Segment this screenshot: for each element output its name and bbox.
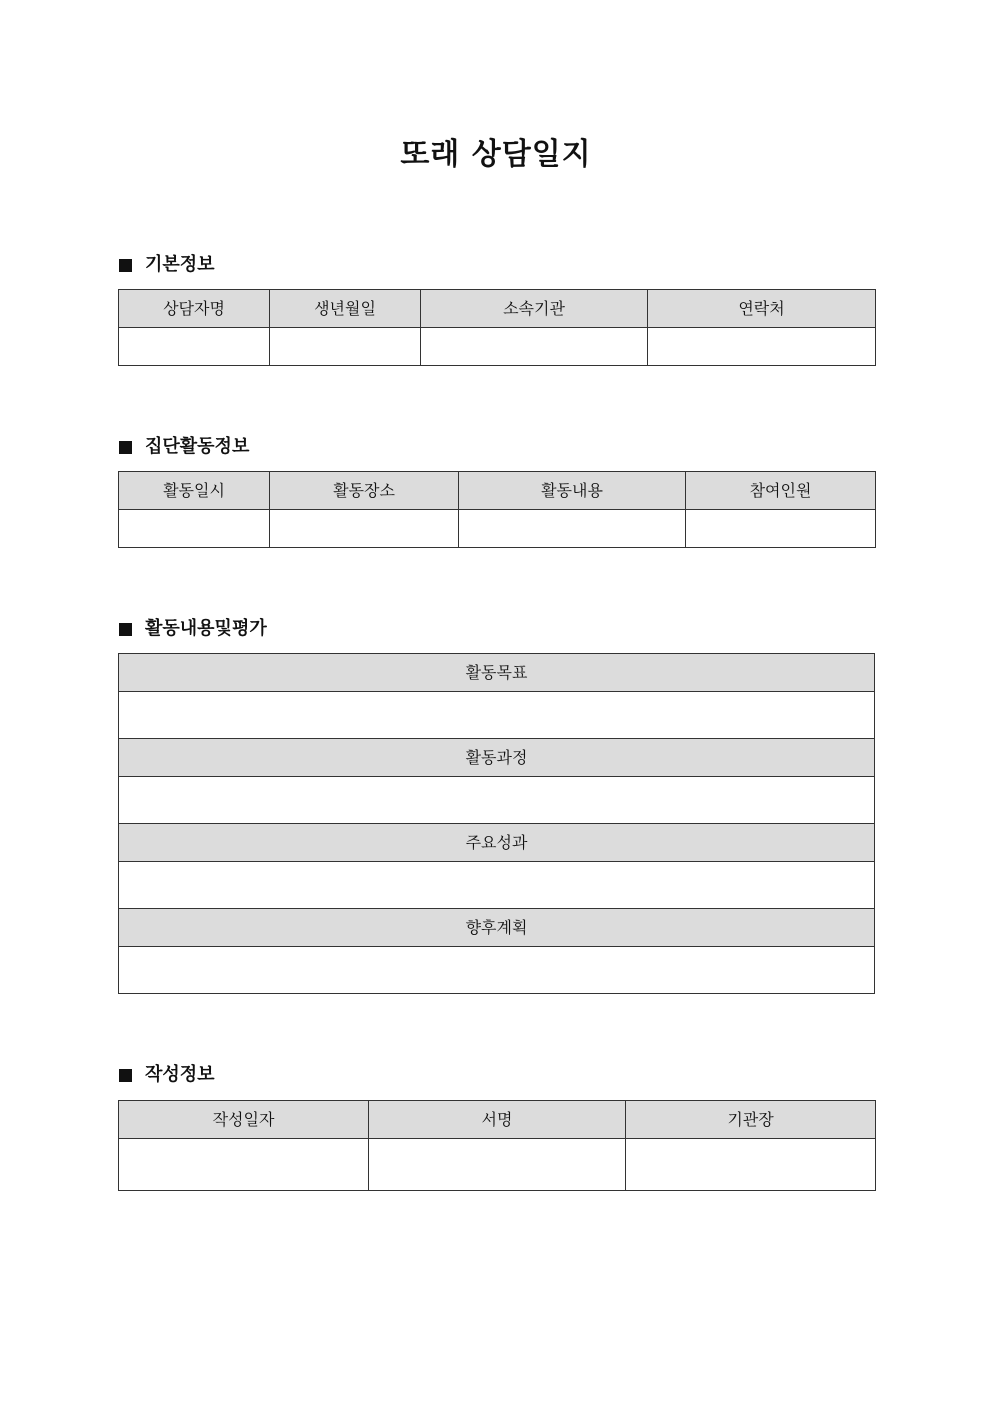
signature-field[interactable] [369,1139,626,1191]
section-heading-group [119,435,249,459]
activity-place-field[interactable] [270,510,459,548]
section-heading-evaluation [119,617,267,641]
written-date-field[interactable] [119,1139,369,1191]
header-row [119,909,875,947]
header-signature: 서명 [369,1101,626,1139]
section-heading-author [119,1063,215,1087]
square-bullet-icon [119,1069,132,1082]
input-row [119,510,876,548]
header-counselor-name: 상담자명 [119,290,270,328]
activity-process-field[interactable] [119,777,875,824]
input-row [119,947,875,994]
header-row [119,290,876,328]
header-row [119,739,875,777]
input-row [119,692,875,739]
section-heading-basic [119,253,215,277]
basic-info-table [118,289,876,366]
future-plan-field[interactable] [119,947,875,994]
header-activity-datetime: 활동일시 [119,472,270,510]
header-participants: 참여인원 [686,472,876,510]
header-row [119,654,875,692]
header-main-outcomes: 주요성과 [119,824,875,862]
header-activity-process: 활동과정 [119,739,875,777]
section-title: 집단활동정보 [145,436,250,457]
director-field[interactable] [626,1139,876,1191]
evaluation-table [118,653,875,994]
header-row [119,472,876,510]
header-row [119,824,875,862]
square-bullet-icon [119,623,132,636]
input-row [119,1139,876,1191]
participants-field[interactable] [686,510,876,548]
input-row [119,328,876,366]
activity-content-field[interactable] [459,510,686,548]
header-activity-content: 활동내용 [459,472,686,510]
header-birth-date: 생년월일 [270,290,421,328]
counselor-name-field[interactable] [119,328,270,366]
header-future-plan: 향후계획 [119,909,875,947]
organization-field[interactable] [421,328,648,366]
input-row [119,862,875,909]
input-row [119,777,875,824]
header-row [119,1101,876,1139]
header-director: 기관장 [626,1101,876,1139]
group-activity-table [118,471,876,548]
square-bullet-icon [119,259,132,272]
section-title: 작성정보 [145,1064,215,1085]
author-info-table [118,1100,876,1191]
main-outcomes-field[interactable] [119,862,875,909]
header-activity-place: 활동장소 [270,472,459,510]
header-organization: 소속기관 [421,290,648,328]
section-title: 기본정보 [145,254,215,275]
activity-goal-field[interactable] [119,692,875,739]
activity-datetime-field[interactable] [119,510,270,548]
contact-field[interactable] [648,328,876,366]
page-title: 또래 상담일지 [400,137,592,172]
section-title: 활동내용및평가 [145,618,267,639]
header-written-date: 작성일자 [119,1101,369,1139]
header-activity-goal: 활동목표 [119,654,875,692]
square-bullet-icon [119,441,132,454]
header-contact: 연락처 [648,290,876,328]
birth-date-field[interactable] [270,328,421,366]
